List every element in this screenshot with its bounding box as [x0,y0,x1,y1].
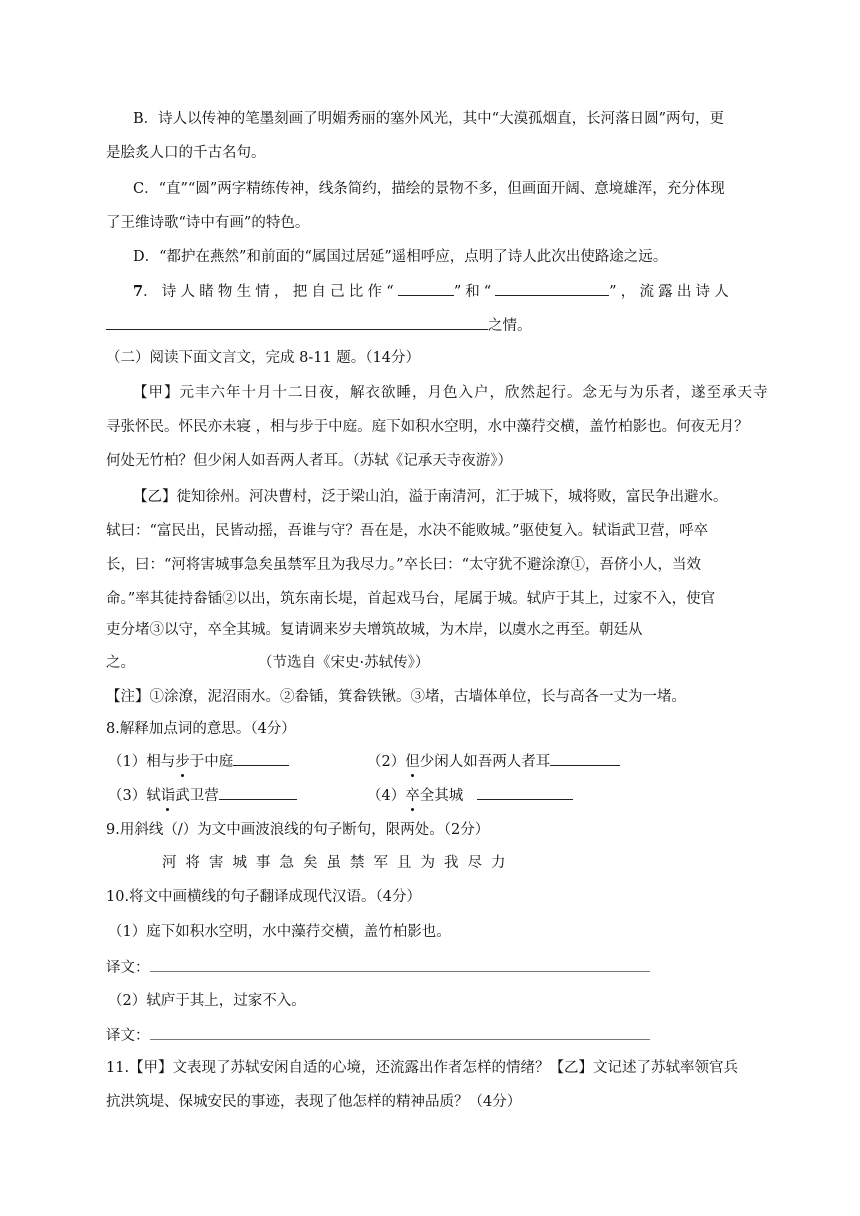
passage-yi-line6a: 之。 [106,655,135,671]
question-11-line2: 抗洪筑堤、保城安民的事迹，表现了他怎样的精神品质？（4分） [106,1094,522,1110]
q8-item3-dotted-word: 诣 [160,788,176,804]
passage-yi-line4: 命。”率其徒持畚锸②以出，筑东南长堤，首起戏马台，尾属于城。轼庐于其上，过家不入，使官 [106,591,716,607]
q8-item-2 [367,751,620,772]
q8-item2-dotted-word: 但 [405,754,420,770]
q10-answer-2 [106,1025,650,1046]
q8-item4-suffix: 全其城 [419,788,464,804]
q8-item1-suffix: 于中庭 [189,754,234,770]
question-8-title: 8.解释加点词的意思。（4分） [106,721,296,737]
q7-blank-2[interactable] [495,281,609,296]
q8-item-4 [367,785,573,806]
q7-text-c: ”，流露出诗人 [609,284,733,300]
passage-yi-line1: 【乙】徙知徐州。河决曹村，泛于梁山泊，溢于南清河，汇于城下，城将败，富民争出避水。 [133,489,728,505]
q10-answer1-label: 译文： [106,960,150,976]
q8-item-3 [108,785,297,806]
passage-yi-source: （节选自《宋史·苏轼传》） [258,655,430,671]
q7-text-b: ”和“ [453,284,496,300]
question-11-line1: 11.【甲】文表现了苏轼安闲自适的心境，还流露出作者怎样的情绪？【乙】文记述了苏轼率领官兵 [106,1060,739,1076]
passage-jia-line1: 【甲】元丰六年十月十二日夜，解衣欲睡，月色入户，欣然起行。念无与为乐者，遂至承天寺 [133,385,769,401]
section-2-heading: （二）阅读下面文言文，完成 8-11 题。（14分） [106,350,420,366]
q8-item4-blank[interactable] [477,785,573,800]
q8-item2-prefix: （2） [367,754,406,770]
passage-jia-line3: 何处无竹柏？但少闲人如吾两人者耳。（苏轼《记承天寺夜游》） [106,453,512,469]
q8-item1-dotted-word: 步 [175,754,190,770]
q8-item2-suffix: 少闲人如吾两人者耳 [419,754,551,770]
choice-b-line2: 是脍炙人口的千古名句。 [106,145,266,161]
choice-b-line1: B．诗人以传神的笔墨刻画了明媚秀丽的塞外风光，其中“大漠孤烟直，长河落日圆”两句，更 [133,111,724,127]
q10-answer2-label: 译文： [106,1028,150,1044]
choice-c-line1: C．“直”“圆”两字精练传神，线条简约，描绘的景物不多，但画面开阔、意境雄浑，充分体现 [133,181,725,197]
q7-blank-3[interactable] [106,315,488,330]
choice-c-line2: 了王维诗歌“诗中有画”的特色。 [106,215,310,231]
q10-answer1-line[interactable] [150,957,650,972]
q8-item1-blank[interactable] [233,751,289,766]
passage-yi-line3: 长，曰：“河将害城事急矣虽禁军且为我尽力。”卒长曰：“太守犹不避涂潦①，吾侪小人，当效 [106,557,701,573]
question-9-title: 9.用斜线（/）为文中画波浪线的句子断句，限两处。（2分） [106,822,490,838]
q8-item4-dotted-word: 卒 [405,788,420,804]
passage-yi-line2: 轼曰：“富民出，民皆动摇，吾谁与守？吾在是，水决不能败城。”驱使复入。轼诣武卫营，呼卒 [106,523,709,539]
q10-item-2: （2）轼庐于其上，过家不入。 [108,993,306,1009]
q7-blank-1[interactable] [398,281,454,296]
q8-item1-prefix: （1）相与 [108,754,176,770]
question-7 [133,281,733,302]
question-7-line2 [106,315,532,336]
q9-sentence: 河将害城事急矣虽禁军且为我尽力 [162,855,515,871]
q8-item3-suffix: 武卫营 [175,788,219,804]
q8-item2-blank[interactable] [550,751,620,766]
q7-text-d: 之情。 [488,318,532,334]
q8-item4-prefix: （4） [367,788,406,804]
q10-answer-1 [106,957,650,978]
passage-jia-line2: 寻张怀民。怀民亦未寝 ，相与步于中庭。庭下如积水空明，水中藻荇交横，盖竹柏影也。何夜无月？ [106,419,749,435]
q7-number: 7 [133,283,144,300]
q8-item3-prefix: （3）轼 [108,788,161,804]
q7-text-a: ．诗人睹物生情，把自己比作“ [143,284,398,300]
q8-item-1 [108,751,289,772]
q10-item-1: （1）庭下如积水空明，水中藻荇交横，盖竹柏影也。 [108,924,451,940]
question-10-title: 10.将文中画横线的句子翻译成现代汉语。（4分） [106,889,422,905]
choice-d-line1: D．“都护在燕然”和前面的“属国过居延”遥相呼应，点明了诗人此次出使路途之远。 [133,249,668,265]
annotation-notes: 【注】①涂潦，泥沼雨水。②畚锸，箕畚铁锹。③堵，古墙体单位，长与高各一丈为一堵。 [106,689,686,705]
q8-item3-blank[interactable] [219,785,297,800]
q10-answer2-line[interactable] [150,1025,650,1040]
passage-yi-line5: 吏分堵③以守，卒全其城。复请调来岁夫增筑故城，为木岸，以虞水之再至。朝廷从 [106,622,643,638]
